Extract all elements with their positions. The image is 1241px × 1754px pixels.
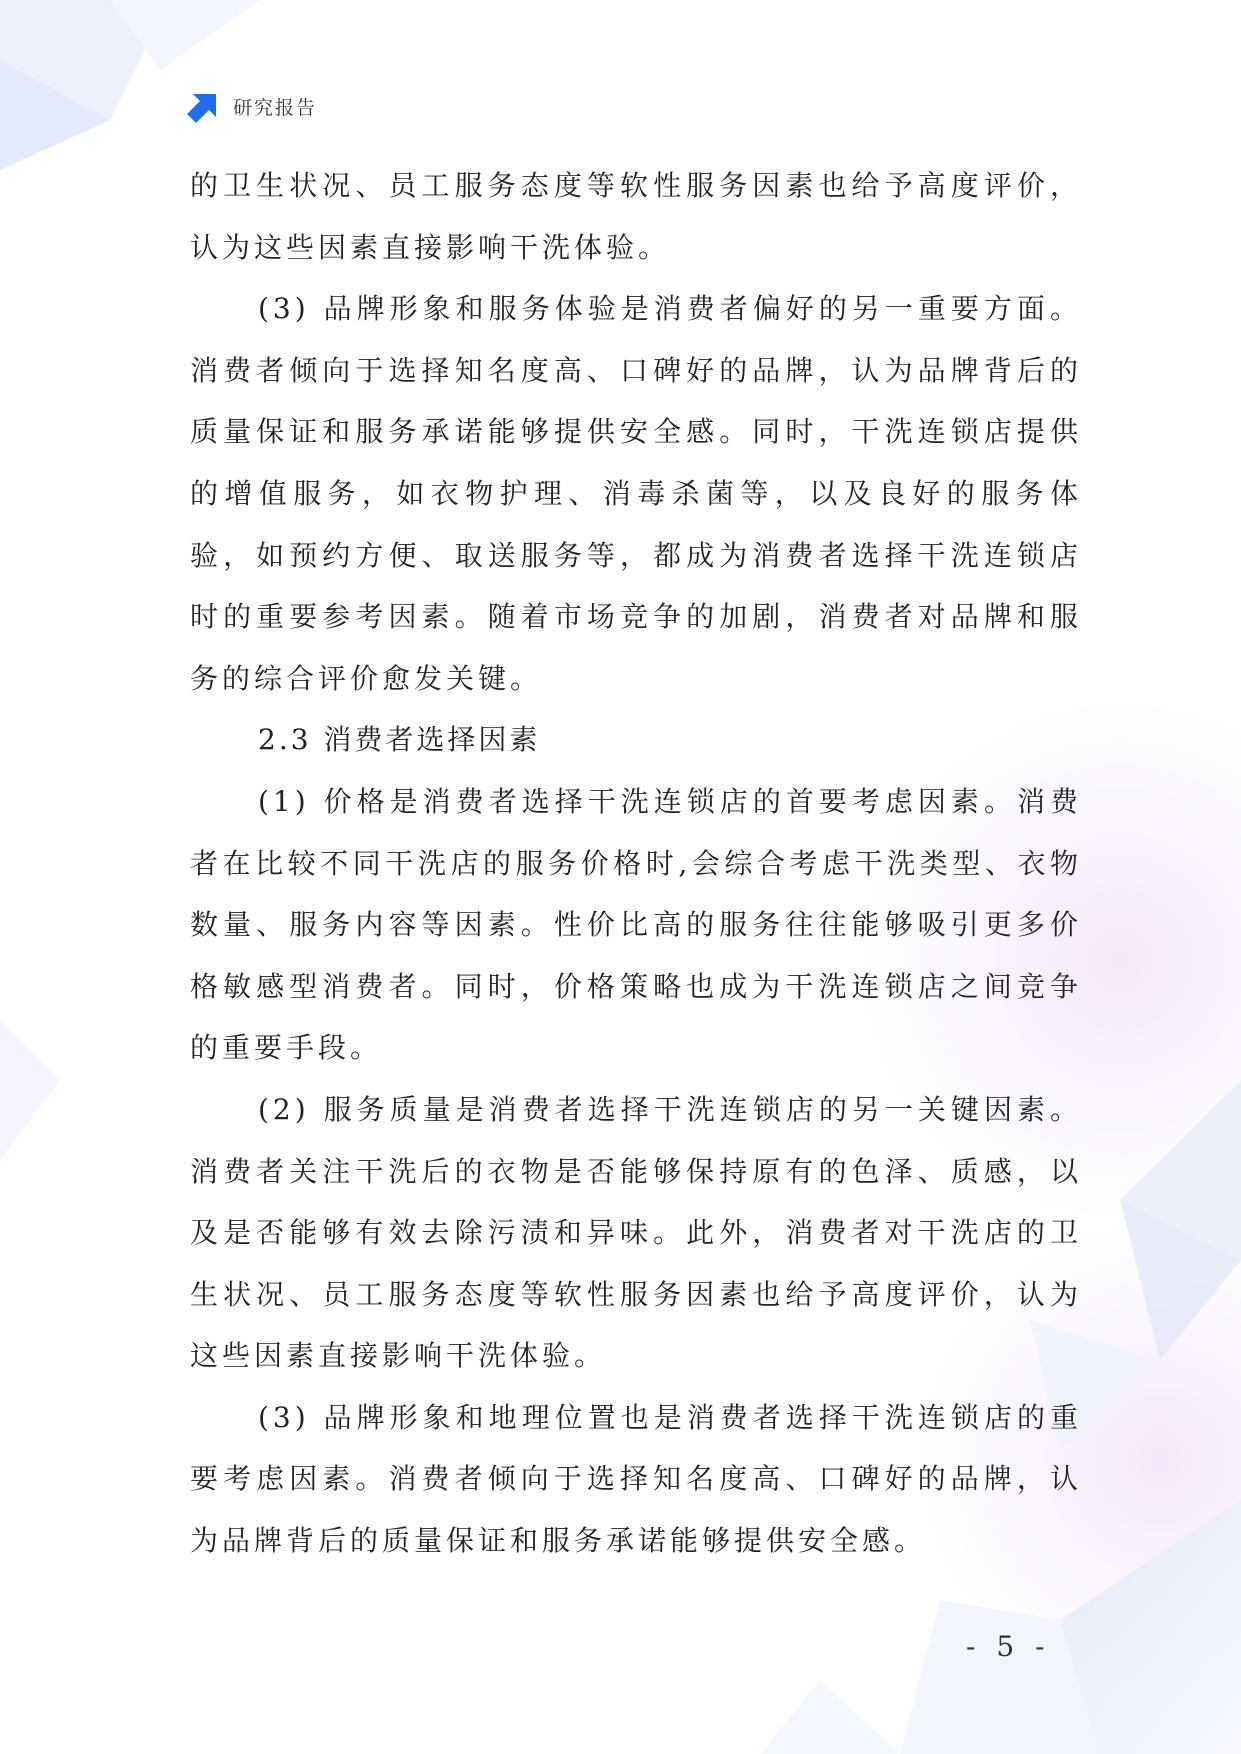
- paragraph-service-quality: (2) 服务质量是消费者选择干洗连锁店的另一关键因素。消费者关注干洗后的衣物是否能够保持原有的色泽、质感，以及是否能够有效去除污渍和异味。此外，消费者对干洗店的卫生状况、员工服务态度等软性服务因素也给予高度评价，认为这些因素直接影响干洗体验。: [190, 1092, 1082, 1373]
- paragraph-brand-image: (3) 品牌形象和服务体验是消费者偏好的另一重要方面。消费者倾向于选择知名度高、口碑好的品牌，认为品牌背后的质量保证和服务承诺能够提供安全感。同时，干洗连锁店提供的增值服务，如衣物护理、消毒杀菌等，以及良好的服务体验，如预约方便、取送服务等，都成为消费者选择干洗连锁店时的重要参考因素。随着市场竞争的加剧，消费者对品牌和服务的综合评价愈发关键。: [190, 292, 1082, 695]
- paragraph-price: (1) 价格是消费者选择干洗连锁店的首要考虑因素。消费者在比较不同干洗店的服务价格时,会综合考虑干洗类型、衣物数量、服务内容等因素。性价比高的服务往往能够吸引更多价格敏感型消费者。同时，价格策略也成为干洗连锁店之间竞争的重要手段。: [190, 784, 1082, 1065]
- paragraph-continuation: 的卫生状况、员工服务态度等软性服务因素也给予高度评价，认为这些因素直接影响干洗体验。: [190, 169, 1082, 264]
- document-body: [190, 155, 1082, 1572]
- header-title: 研究报告: [233, 96, 318, 119]
- paragraph-brand-location: (3) 品牌形象和地理位置也是消费者选择干洗连锁店的重要考虑因素。消费者倾向于选择知名度高、口碑好的品牌，认为品牌背后的质量保证和服务承诺能够提供安全感。: [190, 1400, 1082, 1558]
- page-number: - 5 -: [966, 1630, 1051, 1663]
- logo-arrow-icon: [187, 89, 221, 123]
- report-header: [187, 88, 317, 124]
- section-heading: 2.3 消费者选择因素: [258, 723, 541, 757]
